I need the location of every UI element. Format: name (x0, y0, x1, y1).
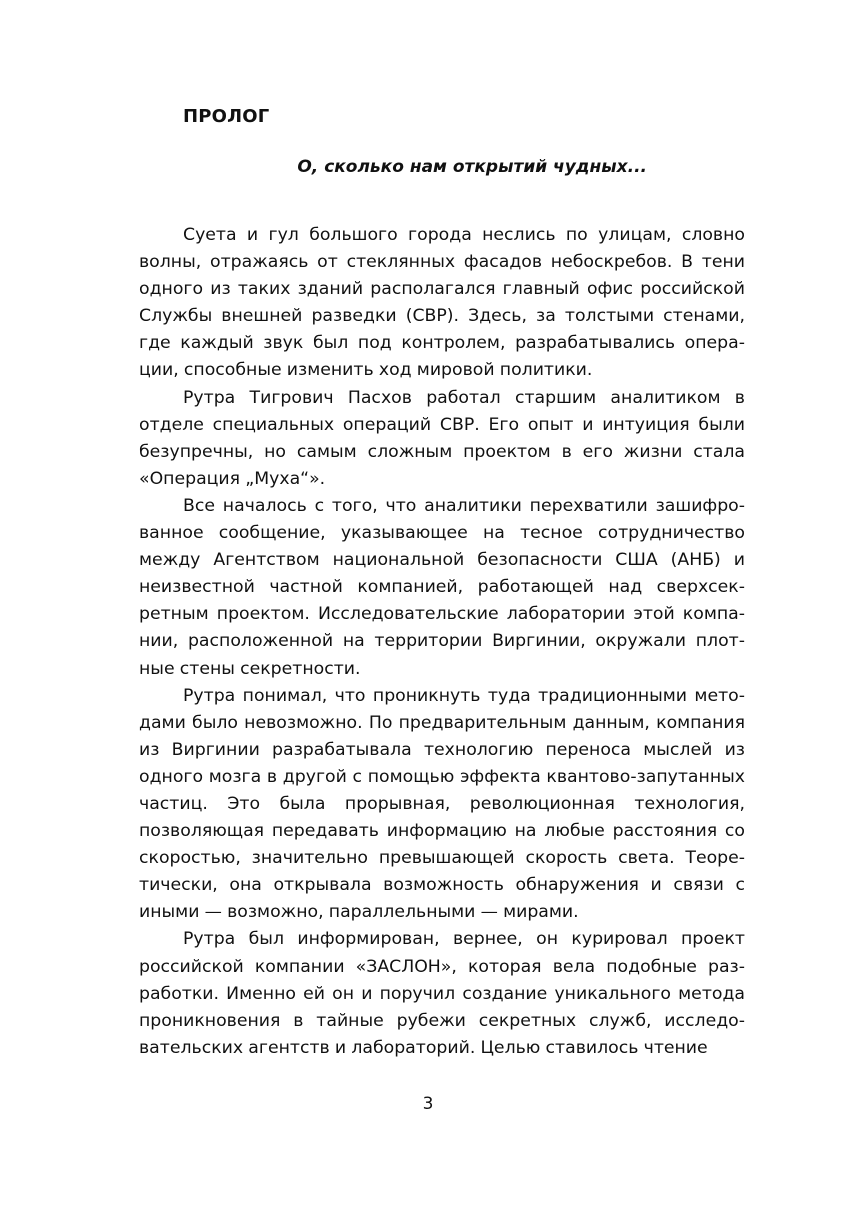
paragraph: Рутра Тигрович Пасхов работал старшим аналитиком в отделе специальных операций СВР. Его опыт и интуиция были безупречны, но самым сложным проектом в его жизни стала «Операция „Муха“». (139, 387, 745, 489)
paragraph: Рутра был информирован, вернее, он курировал проект российской компании «ЗАСЛОН», которая вела подобные разработки. Именно ей он и поручил создание уникального метода проникновения в тайные рубежи секретных служб, исследовательских агентств и лабораторий. Целью ставилось чтение (139, 929, 745, 1058)
paragraph: Рутра понимал, что проникнуть туда традиционными методами было невозможно. По предварительным данным, компания из Виргинии разрабатывала технологию переноса мыслей из одного мозга в другой с помощью эффекта квантово-запутанных частиц. Это была прорывная, революционная технология, позволяющая передавать информацию на любые расстояния со скоростью, значительно превышающей скорость света. Теоретически, она открывала возможность обнаружения и связи с иными — возможно, параллельными — мирами. (139, 685, 745, 923)
page-number: 3 (422, 1094, 434, 1114)
paragraph: Все началось с того, что аналитики перехватили зашифрованное сообщение, указывающее на тесное сотрудничество между Агентством национальной безопасности США (АНБ) и неизвестной частной компанией, работающей над сверхсекретным проектом. Исследовательские лаборатории этой компании, расположенной на территории Виргинии, окружали плотные стены секретности. (139, 495, 745, 679)
body-text (139, 222, 745, 1062)
epigraph: О, сколько нам открытий чудных... (297, 157, 647, 177)
paragraph: Суета и гул большого города неслись по улицам, словно волны, отражаясь от стеклянных фасадов небоскребов. В тени одного из таких зданий располагался главный офис российской Службы внешней разведки (СВР). Здесь, за толстыми стенами, где каждый звук был под контролем, разрабатывались операции, способные изменить ход мировой политики. (139, 225, 745, 381)
chapter-title: ПРОЛОГ (183, 106, 270, 127)
